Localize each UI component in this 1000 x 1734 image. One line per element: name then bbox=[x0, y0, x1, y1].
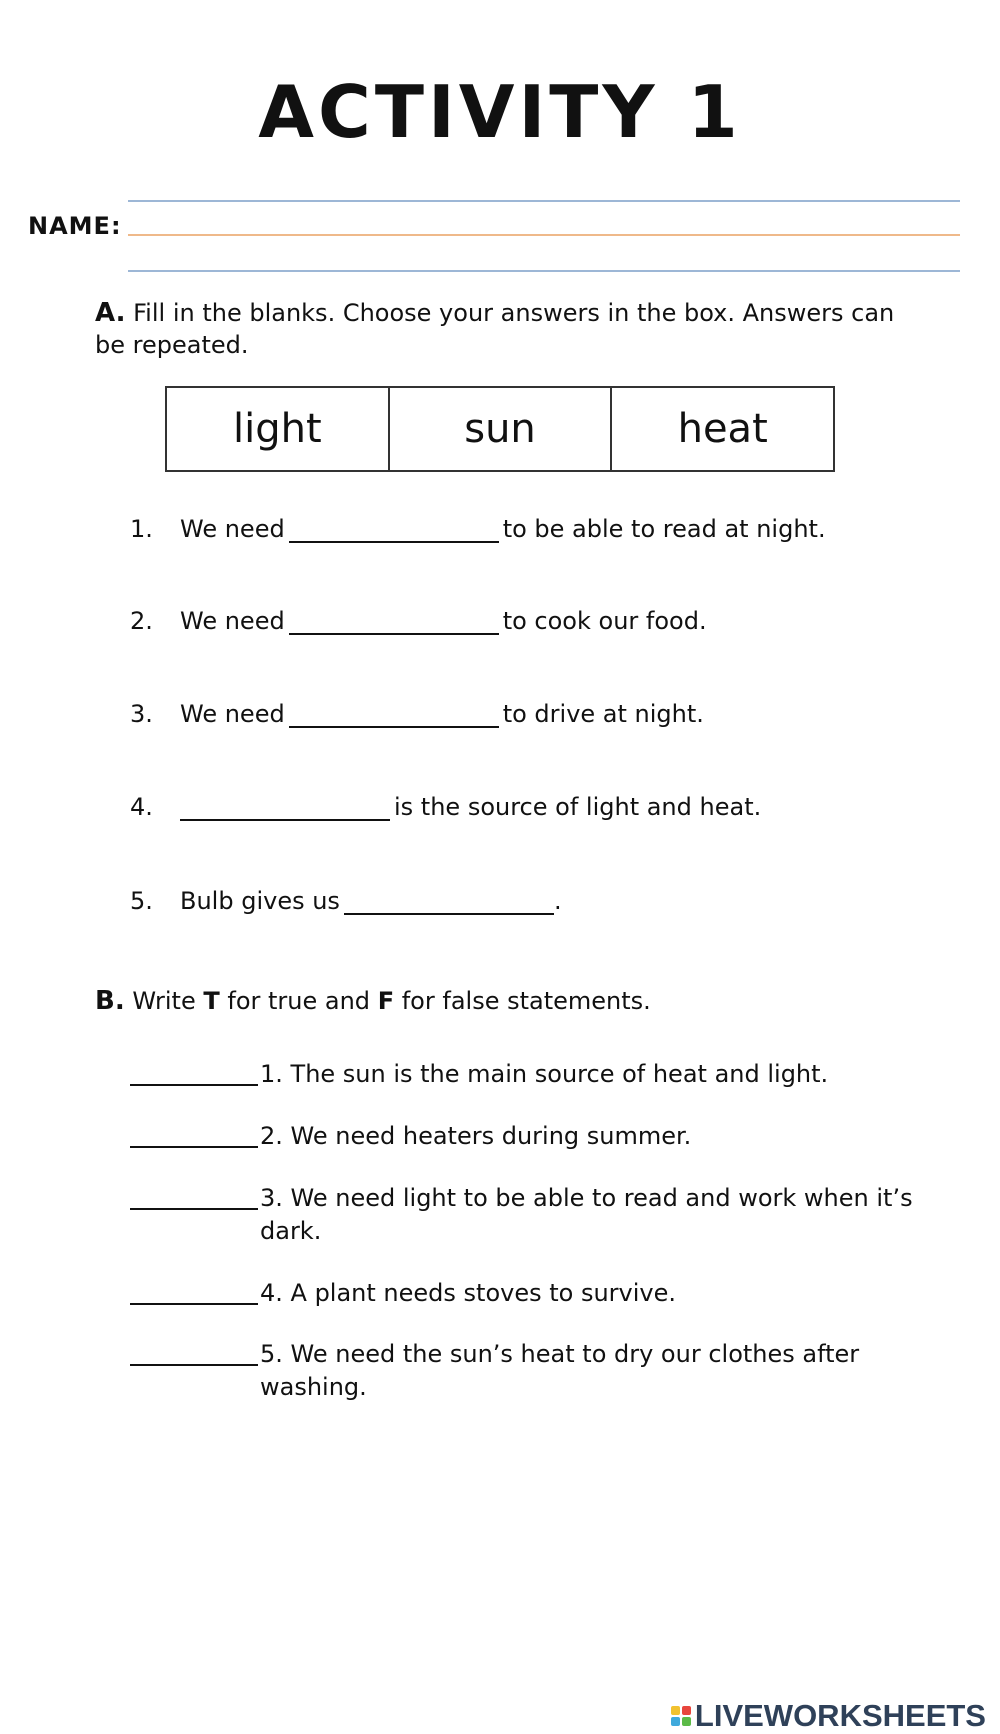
question-text-before: Bulb gives us bbox=[180, 887, 340, 915]
answer-blank-3[interactable] bbox=[289, 702, 499, 728]
section-b-text-1: Write bbox=[132, 987, 196, 1015]
section-b-instruction bbox=[95, 985, 915, 1017]
answer-blank-2[interactable] bbox=[289, 609, 499, 635]
word-bank-item: sun bbox=[390, 388, 613, 470]
question-number: 5. bbox=[130, 887, 153, 915]
section-a-instruction bbox=[95, 297, 915, 361]
section-b-letter: B. bbox=[95, 986, 125, 1016]
logo-square bbox=[671, 1706, 680, 1715]
name-guide-bottom bbox=[128, 270, 960, 272]
tf-answer-blank-2[interactable] bbox=[130, 1120, 258, 1148]
true-false-item-2 bbox=[130, 1120, 930, 1153]
true-false-item-1 bbox=[130, 1058, 930, 1091]
answer-blank-5[interactable] bbox=[344, 889, 554, 915]
fill-blank-question-2 bbox=[130, 607, 707, 635]
logo-square bbox=[682, 1706, 691, 1715]
section-b-true-letter: T bbox=[203, 987, 220, 1015]
question-number: 3. bbox=[130, 700, 153, 728]
section-b-text-2: for true and bbox=[227, 987, 371, 1015]
tf-answer-blank-4[interactable] bbox=[130, 1277, 258, 1305]
question-text-after: to drive at night. bbox=[502, 700, 704, 728]
word-bank-item: light bbox=[167, 388, 390, 470]
section-b-text-3: for false statements. bbox=[401, 987, 651, 1015]
section-a-letter: A. bbox=[95, 298, 126, 328]
fill-blank-question-5 bbox=[130, 887, 562, 915]
question-text-before: We need bbox=[180, 515, 285, 543]
question-text-after: to be able to read at night. bbox=[502, 515, 826, 543]
page-title: ACTIVITY 1 bbox=[258, 70, 742, 154]
liveworksheets-logo-icon bbox=[671, 1706, 691, 1726]
tf-answer-blank-1[interactable] bbox=[130, 1058, 258, 1086]
tf-answer-blank-3[interactable] bbox=[130, 1182, 258, 1210]
name-field-line[interactable] bbox=[128, 234, 960, 236]
logo-square bbox=[671, 1717, 680, 1726]
fill-blank-question-3 bbox=[130, 700, 704, 728]
fill-blank-question-4 bbox=[130, 793, 761, 821]
word-bank bbox=[165, 386, 835, 472]
true-false-item-4 bbox=[130, 1277, 930, 1310]
question-number: 1. bbox=[130, 515, 153, 543]
statement-text: 4. A plant needs stoves to survive. bbox=[260, 1279, 677, 1307]
answer-blank-4[interactable] bbox=[180, 795, 390, 821]
true-false-item-5 bbox=[130, 1338, 930, 1404]
statement-text: 2. We need heaters during summer. bbox=[260, 1122, 692, 1150]
name-label: NAME: bbox=[28, 212, 122, 240]
question-text-after: is the source of light and heat. bbox=[394, 793, 762, 821]
true-false-item-3 bbox=[130, 1182, 930, 1248]
question-text-after: . bbox=[553, 887, 562, 915]
word-bank-item: heat bbox=[677, 406, 768, 452]
question-text-before: We need bbox=[180, 607, 285, 635]
question-number: 2. bbox=[130, 607, 153, 635]
statement-text: 3. We need light to be able to read and work when it’s dark. bbox=[260, 1184, 913, 1245]
question-text-after: to cook our food. bbox=[502, 607, 707, 635]
logo-square bbox=[682, 1717, 691, 1726]
question-text-before: We need bbox=[180, 700, 285, 728]
answer-blank-1[interactable] bbox=[289, 517, 499, 543]
tf-answer-blank-5[interactable] bbox=[130, 1338, 258, 1366]
name-guide-top bbox=[128, 200, 960, 202]
section-b-false-letter: F bbox=[377, 987, 395, 1015]
section-a-text: Fill in the blanks. Choose your answers in the box. Answers can be repeated. bbox=[95, 299, 895, 359]
statement-text: 5. We need the sun’s heat to dry our clothes after washing. bbox=[260, 1340, 860, 1401]
logo-text: LIVEWORKSHEETS bbox=[694, 1698, 986, 1733]
statement-text: 1. The sun is the main source of heat and light. bbox=[260, 1060, 829, 1088]
question-number: 4. bbox=[130, 793, 153, 821]
fill-blank-question-1 bbox=[130, 515, 826, 543]
liveworksheets-logo bbox=[671, 1698, 986, 1734]
